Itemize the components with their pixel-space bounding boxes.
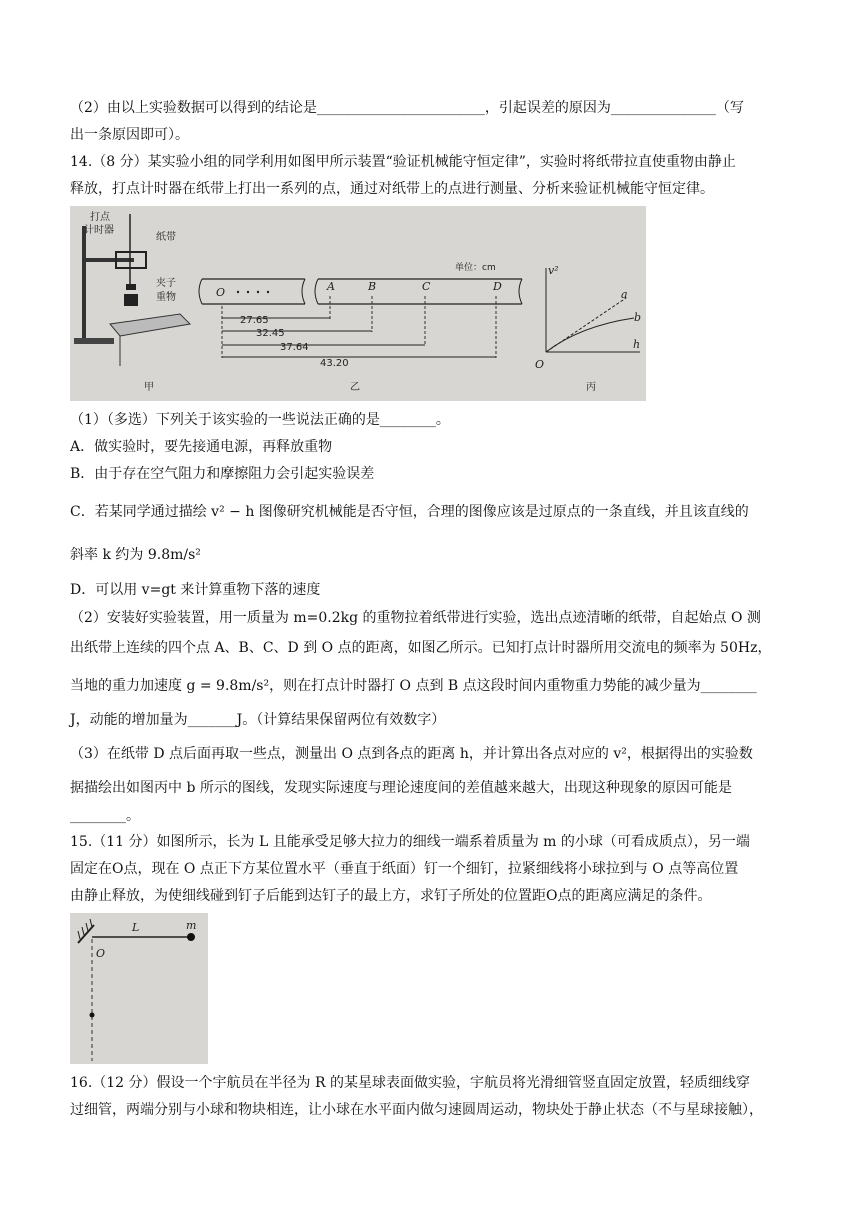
q14-stem-line1: 14.（8 分）某实验小组的同学利用如图甲所示装置“验证机械能守恒定律”，实验时将纸带拉直使重物由静止 [70,154,736,170]
q14-stem-line2: 释放，打点计时器在纸带上打出一系列的点，通过对纸带上的点进行测量、分析来验证机械能守恒定律。 [70,181,714,197]
stand-arm [84,258,134,262]
point-o: O [216,286,226,299]
q14-2-line1: （2）安装好实验装置，用一质量为 m=0.2kg 的重物拉着纸带进行实验，选出点迹清晰的纸带，自起始点 O 测 [70,610,761,626]
q13-2-line1: （2）由以上实验数据可以得到的结论是________________________，引起误差的原因为_______________（写 [70,100,744,116]
q14-3-line1: （3）在纸带 D 点后面再取一些点，测量出 O 点到各点的距离 h，并计算出各点对应的 v²，根据得出的实验数 [70,746,753,762]
q14-1-stem: （1）（多选）下列关于该实验的一些说法正确的是________。 [70,412,450,428]
label-clip: 夹子 [156,278,176,289]
curve-a-label: a [621,288,628,301]
nail [90,1013,95,1018]
q14-1-option-c-line2: 斜率 k 约为 9.8m/s² [70,547,201,563]
dist-b: 32.45 [256,328,285,339]
clip [126,284,136,290]
label-yi: 乙 [350,382,360,393]
label-tape: 纸带 [156,232,176,243]
tape-left-ends [199,279,305,304]
point-d: D [493,280,502,293]
ball [187,933,195,941]
q16-line2: 过细管，两端分别与小球和物块相连，让小球在水平面内做匀速圆周运动，物块处于静止状态（不与星球接触）， [70,1102,763,1118]
q14-1-option-d: D．可以用 v=gt 来计算重物下落的速度 [70,582,321,598]
q14-3-line2: 据描绘出如图丙中 b 所示的图线，发现实际速度与理论速度间的差值越来越大，出现这种现象的原因可能是 [70,780,732,796]
label-l: L [132,921,140,934]
q14-2-line2: 出纸带上连续的四个点 A、B、C、D 到 O 点的距离，如图乙所示。已知打点计时器所用交流电的频率为 50Hz， [70,640,772,656]
q14-1-option-a: A．做实验时，要先接通电源，再释放重物 [70,439,333,455]
label-timer: 打点 [90,212,110,223]
q13-2-line2: 出一条原因即可）。 [70,127,189,143]
q15-line1: 15.（11 分）如图所示，长为 L 且能承受足够大拉力的细线一端系着质量为 m 的小球（可看成质点），另一端 [70,834,750,850]
label-weight: 重物 [156,292,176,303]
tape-right [318,279,522,304]
label-o: O [96,947,106,960]
stand-base [74,338,114,344]
q14-2-line3: 当地的重力加速度 g = 9.8m/s²，则在打点计时器打 O 点到 B 点这段时间内重物重力势能的减少量为________ [70,678,757,694]
tape-right-ends [315,279,522,304]
dist-a: 27.65 [240,315,269,326]
label-jia: 甲 [144,382,154,393]
label-m: m [186,919,197,932]
q14-2-line4: J，动能的增加量为_______J。（计算结果保留两位有效数字） [70,712,446,728]
unit-label: 单位：cm [455,263,496,273]
dist-d: 43.20 [320,358,349,369]
q14-1-option-c-line1: C．若某同学通过描绘 v² − h 图像研究机械能是否守恒，合理的图像应该是过原点的一条直线，并且该直线的 [70,504,749,520]
graph-x-label: h [633,338,641,351]
point-b: B [368,280,377,293]
curve-b-label: b [634,311,642,324]
graph-origin: O [535,358,545,371]
q14-3-line3: ________。 [70,808,140,824]
table [110,314,190,336]
figure-experiment-apparatus [70,206,646,401]
point-a: A [327,280,335,293]
q15-line3: 由静止释放，为使细线碰到钉子后能到达钉子的最上方，求钉子所处的位置距O点的距离应满足的条件。 [70,888,712,904]
curve-b [546,318,634,352]
dist-c: 37.64 [280,342,309,353]
q16-line1: 16.（12 分）假设一个宇航员在半径为 R 的某星球表面做实验，宇航员将光滑细管竖直固定放置，轻质细线穿 [70,1075,750,1091]
label-timer2: 计时器 [84,225,114,236]
point-c: C [422,280,431,293]
q15-line2: 固定在O点，现在 O 点正下方某位置水平（垂直于纸面）钉一个细钉，拉紧细线将小球拉到与 O 点等高位置 [70,861,739,877]
q14-1-option-b: B．由于存在空气阻力和摩擦阻力会引起实验误差 [70,466,375,482]
figure-pendulum-svg [70,913,208,1064]
figure-experiment-svg [70,206,646,401]
graph-y-label: v² [548,264,559,277]
label-bing: 丙 [586,382,596,393]
weight [124,294,138,306]
figure-pendulum [70,913,208,1064]
stand-pole [82,226,86,341]
